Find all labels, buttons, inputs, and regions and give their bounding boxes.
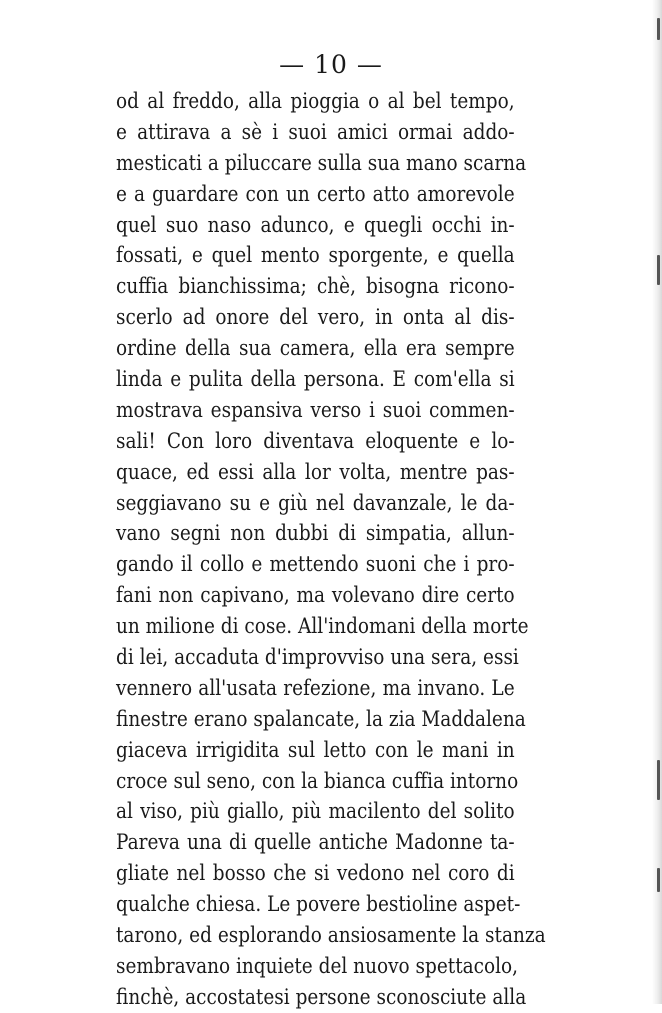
text-line: gando il collo e mettendo suoni che i pro- bbox=[116, 552, 515, 577]
text-line: giaceva irrigidita sul letto con le mani in bbox=[116, 737, 515, 762]
text-line: qualche chiesa. Le povere bestioline aspet- bbox=[116, 892, 521, 917]
text-line: mostrava espansiva verso i suoi commen- bbox=[116, 397, 515, 422]
text-line: Pareva una di quelle antiche Madonne ta- bbox=[116, 830, 515, 855]
text-line: mesticati a piluccare sulla sua mano scarna bbox=[116, 150, 527, 175]
text-line: di lei, accaduta d'improvviso una sera, essi bbox=[116, 645, 519, 670]
text-line: fani non capivano, ma volevano dire certo bbox=[116, 583, 515, 608]
text-line: quace, ed essi alla lor volta, mentre pas- bbox=[116, 459, 515, 484]
text-line: finchè, accostatesi persone sconosciute alla bbox=[116, 984, 527, 1009]
page-edge-mark bbox=[657, 868, 660, 892]
text-line: quel suo naso adunco, e quegli occhi in- bbox=[116, 212, 515, 237]
text-line: linda e pulita della persona. E com'ella si bbox=[116, 367, 515, 392]
text-line: ordine della sua camera, ella era sempre bbox=[116, 336, 515, 361]
text-line: scerlo ad onore del vero, in onta al dis- bbox=[116, 305, 515, 330]
page-edge-mark bbox=[657, 18, 660, 40]
text-line: al viso, più giallo, più macilento del solito bbox=[116, 799, 515, 824]
text-line: cuffia bianchissima; chè, bisogna ricono- bbox=[116, 274, 515, 299]
text-line: e attirava a sè i suoi amici ormai addo- bbox=[116, 119, 515, 144]
page-edge-mark bbox=[657, 760, 660, 800]
text-line: e a guardare con un certo atto amorevole bbox=[116, 181, 515, 206]
text-line: vano segni non dubbi di simpatia, allun- bbox=[116, 521, 515, 546]
text-line: finestre erano spalancate, la zia Maddalena bbox=[116, 706, 526, 731]
page-number: — 10 — bbox=[279, 50, 383, 79]
text-line: vennero all'usata refezione, ma invano. Le bbox=[116, 675, 515, 700]
text-line: sali! Con loro diventava eloquente e lo- bbox=[116, 428, 515, 453]
body-text bbox=[116, 86, 546, 1013]
text-line: gliate nel bosso che si vedono nel coro di bbox=[116, 861, 515, 886]
page-edge-shadow bbox=[652, 0, 662, 1004]
text-line: fossati, e quel mento sporgente, e quella bbox=[116, 243, 515, 268]
text-line: croce sul seno, con la bianca cuffia intorno bbox=[116, 768, 519, 793]
text-line: seggiavano su e giù nel davanzale, le da- bbox=[116, 490, 515, 515]
text-line: od al freddo, alla pioggia o al bel tempo, bbox=[116, 89, 515, 113]
text-line: sembravano inquiete del nuovo spettacolo, bbox=[116, 953, 519, 978]
text-line: un milione di cose. All'indomani della morte bbox=[116, 614, 529, 639]
page-edge-mark bbox=[657, 255, 660, 285]
text-line: tarono, ed esplorando ansiosamente la stanza bbox=[116, 923, 546, 948]
